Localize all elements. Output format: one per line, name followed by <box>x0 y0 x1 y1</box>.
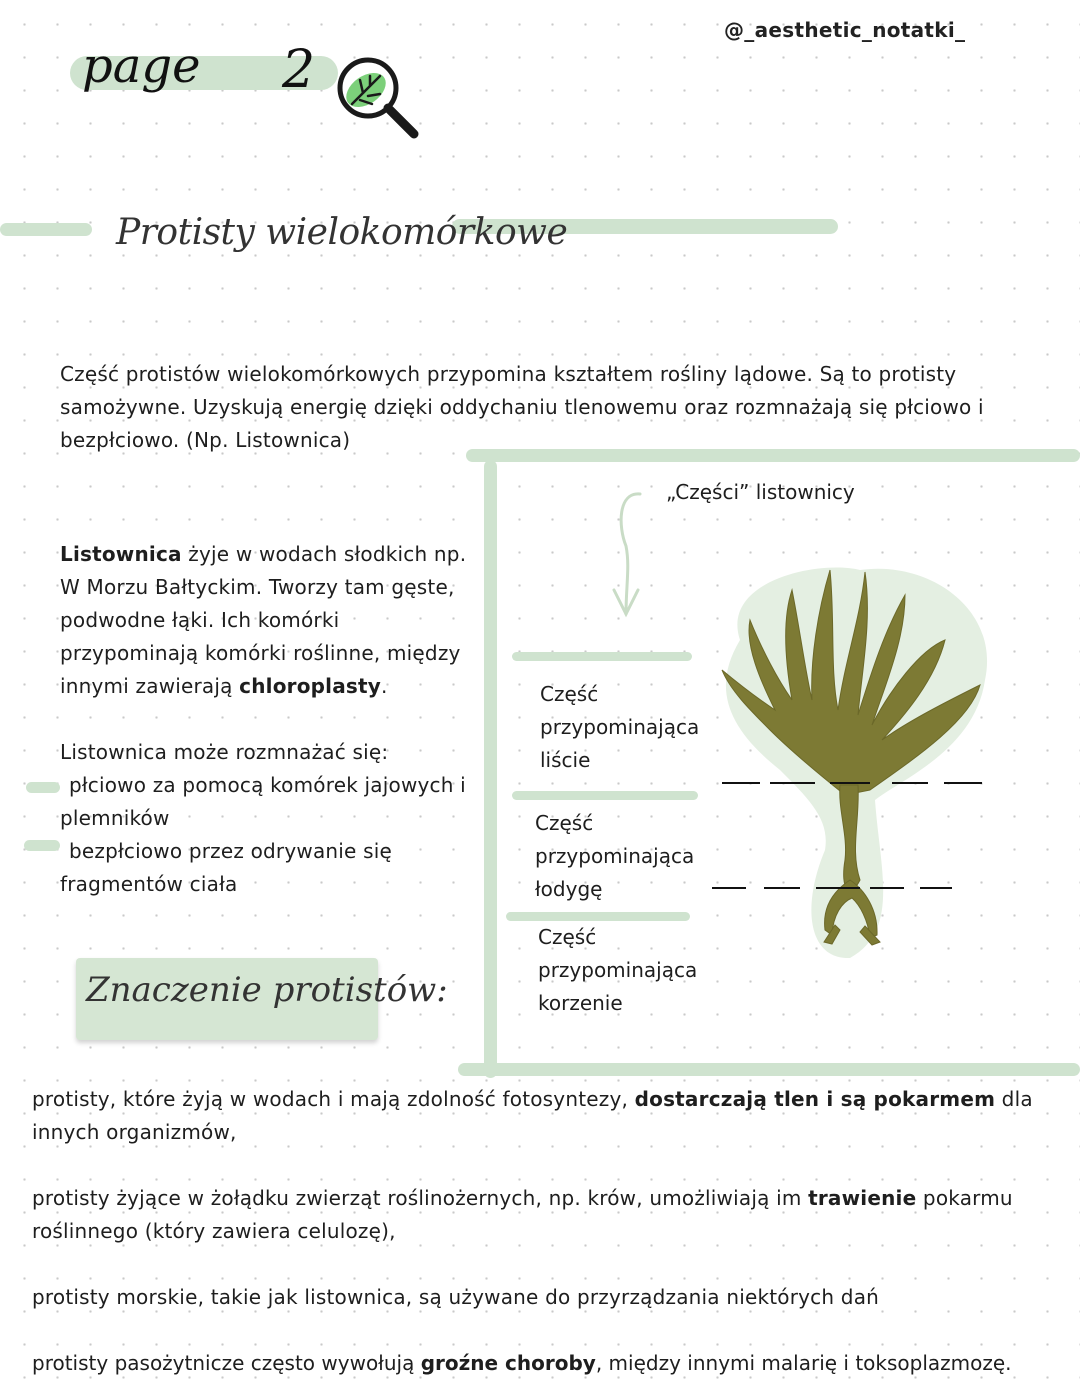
part-label-line: łodygę <box>535 877 603 901</box>
text-span: dla innych organizmów, <box>32 1087 1033 1144</box>
text-span: protisty pasożytnicze często wywołują <box>32 1351 421 1375</box>
text-span: , między innymi malarię i toksoplazmozę. <box>595 1351 1012 1375</box>
part-label-line: Część <box>538 925 597 949</box>
section-title: Protisty wielokomórkowe <box>116 212 568 253</box>
part-label-line: przypominająca <box>538 958 698 982</box>
page-label: page <box>82 38 201 94</box>
frame-bottom <box>458 1063 1080 1076</box>
importance-item-3 <box>32 1281 1052 1314</box>
bullet-sexual <box>26 782 60 793</box>
part-label-leaves <box>540 678 699 777</box>
text-line <box>60 670 490 703</box>
part-label-line: Część <box>535 811 594 835</box>
text-span: protisty żyjące w żołądku zwierząt roślinożernych, np. krów, umożliwiają im <box>32 1186 809 1210</box>
leaf-pointer-line <box>720 775 984 789</box>
text-line: przypominają komórki roślinne, między <box>60 641 461 665</box>
text-span: protisty morskie, takie jak listownica, są używane do przyrządzania niektórych dań <box>32 1285 880 1309</box>
part-label-roots <box>538 921 697 1020</box>
diagram-title: „Części” listownicy <box>666 480 855 504</box>
divider-3 <box>506 912 690 921</box>
listownica-paragraph <box>60 538 490 703</box>
importance-heading-box <box>76 958 448 1040</box>
listownica-name: Listownica <box>60 542 182 566</box>
bold-term: trawienie <box>808 1186 917 1210</box>
reproduction-sexual <box>60 769 490 835</box>
reproduction-heading: Listownica może rozmnażać się: <box>60 740 389 764</box>
text-span: innymi zawierają <box>60 674 240 698</box>
text-line <box>60 538 490 571</box>
text-line: płciowo za pomocą komórek jajowych i <box>69 773 466 797</box>
curved-arrow-icon <box>604 486 654 622</box>
text-line: fragmentów ciała <box>60 872 238 896</box>
text-line: W Morzu Bałtyckim. Tworzy tam gęste, <box>60 575 455 599</box>
divider-1 <box>512 652 692 661</box>
text-line: plemników <box>60 806 170 830</box>
bold-term: groźne choroby <box>420 1351 596 1375</box>
importance-item-2 <box>32 1182 1052 1248</box>
author-handle: @_aesthetic_notatki_ <box>724 18 966 42</box>
text-span: żyje w wodach słodkich np. <box>181 542 467 566</box>
text-line: podwodne łąki. Ich komórki <box>60 608 340 632</box>
part-label-stem <box>535 807 694 906</box>
page-number: 2 <box>282 40 316 100</box>
chloroplasty-term: chloroplasty <box>239 674 382 698</box>
part-label-line: przypominająca <box>540 715 700 739</box>
divider-2 <box>512 791 698 800</box>
part-label-line: liście <box>540 748 591 772</box>
bullet-asexual <box>24 840 60 851</box>
text-span: . <box>381 674 388 698</box>
importance-item-1 <box>32 1083 1052 1149</box>
frame-top <box>466 449 1080 462</box>
kelp-illustration <box>700 550 1000 970</box>
intro-paragraph: Część protistów wielokomórkowych przypomina kształtem rośliny lądowe. Są to protisty samożywne. Uzyskują energię dzięki oddychaniu tlenowemu oraz rozmnażają się płciowo i bezpłciowo. (Np. Listownica) <box>60 362 984 452</box>
part-label-line: przypominająca <box>535 844 695 868</box>
part-label-line: Część <box>540 682 599 706</box>
text-line: bezpłciowo przez odrywanie się <box>69 839 392 863</box>
part-label-line: korzenie <box>538 991 623 1015</box>
stem-pointer-line <box>710 880 954 894</box>
text-span: protisty, które żyją w wodach i mają zdolność fotosyntezy, <box>32 1087 635 1111</box>
importance-heading: Znaczenie protistów: <box>86 970 448 1010</box>
magnifier-leaf-icon <box>330 48 430 144</box>
title-bar-left <box>0 223 92 236</box>
reproduction-asexual <box>60 835 490 901</box>
bold-term: dostarczają tlen i są pokarmem <box>634 1087 996 1111</box>
importance-item-4 <box>32 1347 1072 1380</box>
text-span: pokarmu roślinnego (który zawiera celulozę), <box>32 1186 1013 1243</box>
